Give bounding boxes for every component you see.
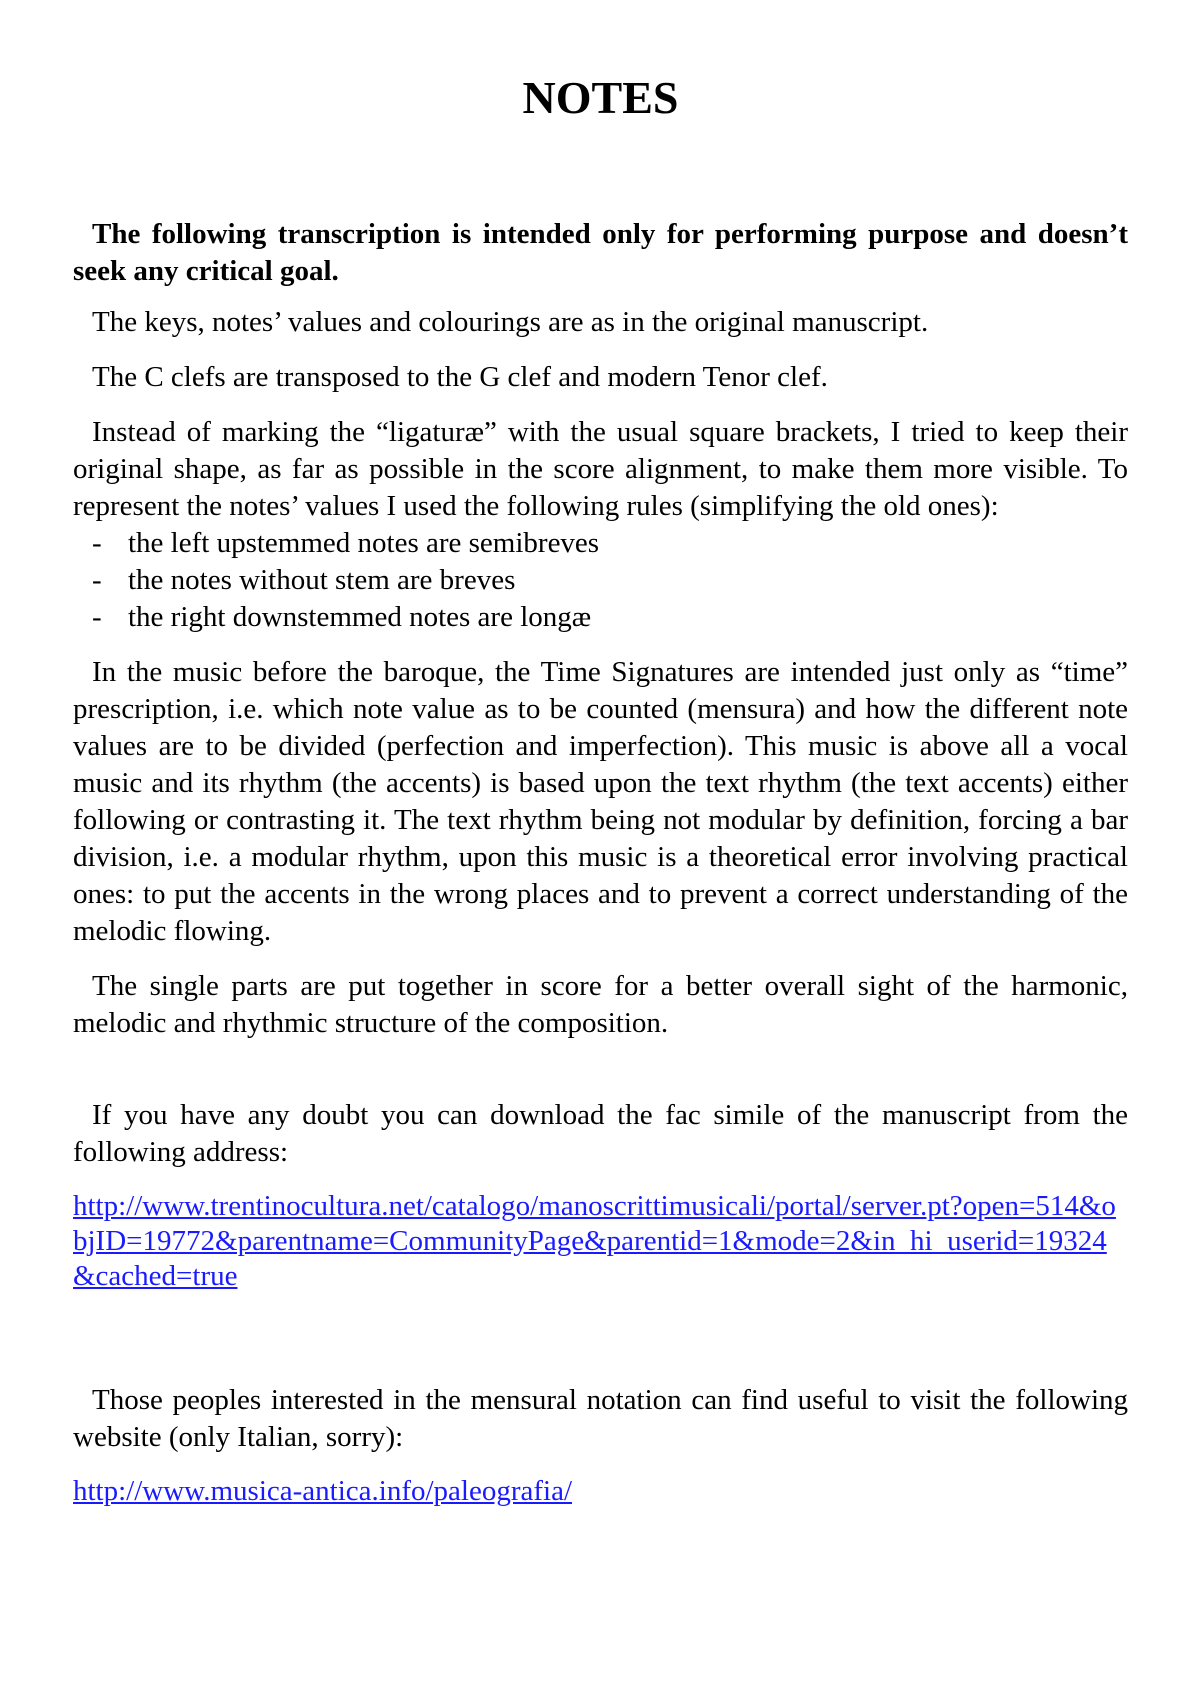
- list-item: - the right downstemmed notes are longæ: [92, 601, 592, 633]
- page-title: NOTES: [522, 72, 679, 123]
- time-signatures-paragraph: In the music before the baroque, the Time Signatures are intended just only as “time” prescription, i.e. which note value as to be counted (mensura) and how the different note values are to be divided (perfection and imperfection). This music is above all a vocal music and its rhythm (the accents) is based upon the text rhythm (the text accents) either following or contrasting it. The text rhythm being not modular by definition, forcing a bar division, i.e. a modular rhythm, upon this music is a theoretical error involving practical ones: to put the accents in the wrong places and to prevent a correct understanding of the melodic flowing.: [73, 656, 1128, 947]
- rules-list: [73, 525, 1128, 636]
- clefs-paragraph: The C clefs are transposed to the G clef and modern Tenor clef.: [92, 361, 828, 393]
- intro-paragraph: The following transcription is intended only for performing purpose and doesn’t seek any critical goal.: [73, 218, 1128, 287]
- manuscript-link[interactable]: http://www.trentinocultura.net/catalogo/manoscrittimusicali/portal/server.pt?open=514&objID=19772&parentname=CommunityPage&parentid=1&mode=2&in_hi_userid=19324&cached=true: [73, 1190, 1116, 1292]
- ligatures-paragraph: Instead of marking the “ligaturæ” with the usual square brackets, I tried to keep their original shape, as far as possible in the score alignment, to make them more visible. To represent the notes’ values I used the following rules (simplifying the old ones):: [73, 416, 1128, 522]
- paleografia-link[interactable]: http://www.musica-antica.info/paleografia/: [73, 1475, 573, 1507]
- list-item: - the notes without stem are breves: [92, 564, 516, 596]
- keys-paragraph: The keys, notes’ values and colourings are as in the original manuscript.: [92, 306, 929, 338]
- list-item: - the left upstemmed notes are semibreves: [92, 527, 600, 559]
- score-paragraph: The single parts are put together in score for a better overall sight of the harmonic, melodic and rhythmic structure of the composition.: [73, 970, 1128, 1039]
- doubt-paragraph: If you have any doubt you can download the fac simile of the manuscript from the following address:: [73, 1099, 1128, 1168]
- interested-paragraph: Those peoples interested in the mensural notation can find useful to visit the following website (only Italian, sorry):: [73, 1384, 1128, 1453]
